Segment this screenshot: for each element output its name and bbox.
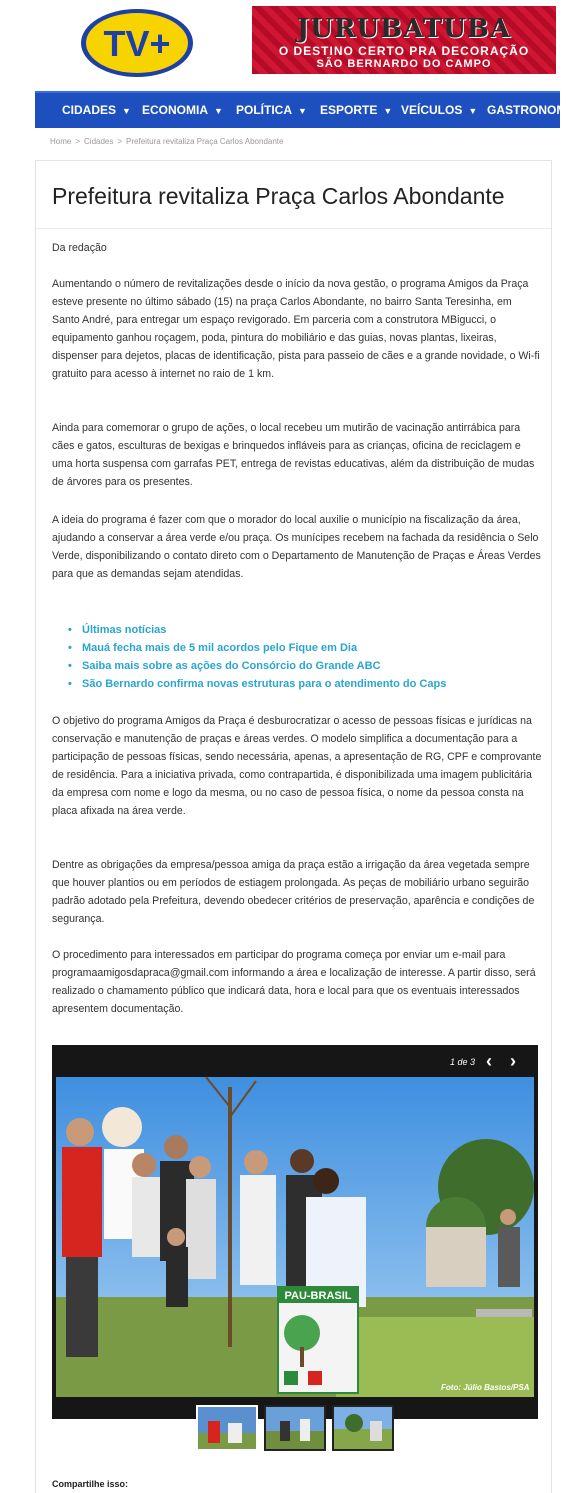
gallery-thumbnail[interactable] [332, 1405, 394, 1451]
article-paragraph: Ainda para comemorar o grupo de ações, o local recebeu um mutirão de vacinação antirrábica para cães e gatos, esculturas de bexigas e brinquedos infláveis para as crianças, oficina de reciclagem e uma horta suspensa com garrafas PET, entrega de revistas educativas, além da distribuição de mudas de árvores para os presentes. [52, 422, 535, 488]
tv-plus-logo[interactable] [80, 8, 195, 78]
article-paragraph: Dentre as obrigações da empresa/pessoa amiga da praça estão a irrigação da área vegetada sempre que houver plantios ou em períodos de estiagem prolongada. As peças de mobiliário urbano seguirão padrão adotado pela Prefeitura, devendo obedecer critérios de preservação, aparência e condições de segurança. [52, 859, 535, 925]
gallery-thumbnail[interactable] [264, 1405, 326, 1451]
title-divider [36, 228, 551, 229]
chevron-right-icon[interactable]: › [510, 1051, 516, 1071]
nav-item-politica[interactable]: POLÍTICA ▼ [236, 103, 307, 117]
related-links-list [68, 621, 548, 693]
article-byline: Da redação [52, 242, 107, 254]
chevron-down-icon: ▼ [298, 106, 307, 116]
nav-item-economia[interactable]: ECONOMIA ▼ [142, 103, 223, 117]
site-header [0, 0, 560, 90]
photo-gallery [52, 1045, 538, 1419]
breadcrumb-separator: > [117, 137, 123, 146]
breadcrumb-home[interactable]: Home [50, 137, 72, 146]
gallery-main-photo[interactable] [56, 1077, 534, 1397]
article-title: Prefeitura revitaliza Praça Carlos Abondante [52, 183, 505, 209]
gallery-counter: 1 de 3 [450, 1057, 476, 1067]
nav-item-cidades[interactable]: CIDADES ▼ [62, 103, 131, 117]
chevron-down-icon: ▼ [214, 106, 223, 116]
breadcrumb-cidades[interactable]: Cidades [84, 137, 114, 146]
logo-text: TV+ [103, 23, 171, 64]
article-paragraph: A ideia do programa é fazer com que o morador do local auxilie o município na fiscalização da área, ajudando a conservar a área verde e/ou praça. Os munícipes recebem na fachada da residência o Selo Verde, disponibilizando o contato direto com o Departamento de Manutenção de Praças e Áreas Verdes para que as demandas sejam atendidas. [52, 514, 541, 580]
nav-item-gastronomia[interactable]: GASTRONOMI [487, 103, 570, 117]
photo-credit: Foto: Júlio Bastos/PSA [441, 1383, 530, 1392]
article-paragraph: Aumentando o número de revitalizações desde o início da nova gestão, o programa Amigos da Praça esteve presente no último sábado (15) na praça Carlos Abondante, no bairro Santa Teresinha, em Santo André, para entregar um espaço revigorado. Em parceria com a construtora MBigucci, o equipamento ganhou roçagem, poda, pintura do mobiliário e das guias, novas plantas, lixeiras, dispenser para dejetos, placas de identificação, pista para passeio de cães e a grande novidade, o Wi-fi gratuito para acesso à internet no raio de 1 km. [52, 278, 540, 380]
ad-banner[interactable] [252, 6, 556, 74]
breadcrumb [50, 137, 287, 146]
article-container [35, 160, 552, 1493]
related-link[interactable]: • Últimas notícias [68, 621, 548, 639]
banner-tagline: O DESTINO CERTO PRA DECORAÇÃO [278, 44, 530, 58]
main-nav [35, 91, 570, 128]
banner-city: SÃO BERNARDO DO CAMPO [316, 58, 492, 70]
breadcrumb-current: Prefeitura revitaliza Praça Carlos Abondante [126, 137, 284, 146]
chevron-left-icon[interactable]: ‹ [486, 1051, 492, 1071]
article-paragraph: O procedimento para interessados em participar do programa começa por enviar um e-mail para programaamigosdapraca@gmail.com informando a área e localização de interesse. A partir disso, será realizado o chamamento público que indicará data, hora e local para que os eventuais interessados apresentem documentação. [52, 949, 536, 1015]
share-label: Compartilhe isso: [52, 1479, 129, 1489]
gallery-thumbnail[interactable] [196, 1405, 258, 1451]
chevron-down-icon: ▼ [383, 106, 393, 116]
nav-item-veiculos[interactable]: VEÍCULOS ▼ [401, 103, 478, 117]
sign-title: PAU-BRASIL [284, 1290, 352, 1302]
related-link[interactable]: • São Bernardo confirma novas estruturas para o atendimento do Caps [68, 675, 548, 693]
breadcrumb-separator: > [75, 137, 81, 146]
banner-title: JURUBATUBA [296, 14, 512, 44]
nav-item-esporte[interactable]: ESPORTE ▼ [320, 103, 393, 117]
related-link[interactable]: • Mauá fecha mais de 5 mil acordos pelo Fique em Dia [68, 639, 548, 657]
article-paragraph: O objetivo do programa Amigos da Praça é desburocratizar o acesso de pessoas físicas e jurídicas na conservação e manutenção de praças e áreas verdes. O modelo simplifica a documentação para a participação de pessoas físicas, sendo necessária, apenas, a apresentação de RG, CPF e comprovante de residência. Para a iniciativa privada, como contrapartida, é disponibilizada uma imagem publicitária da empresa com nome e logo da mesma, ou no caso de pessoa física, o nome da pessoa consta na placa afixada na área verde. [52, 715, 542, 817]
related-link[interactable]: • Saiba mais sobre as ações do Consórcio do Grande ABC [68, 657, 548, 675]
chevron-down-icon: ▼ [468, 106, 478, 116]
chevron-down-icon: ▼ [122, 106, 131, 116]
